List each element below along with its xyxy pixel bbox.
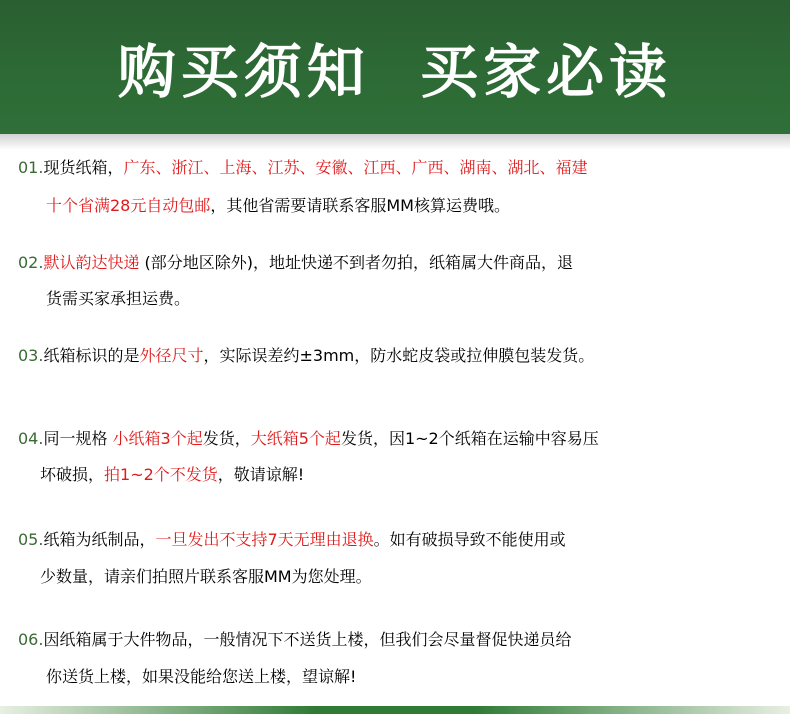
notice-number: 02.	[18, 253, 44, 272]
notice-text: 因纸箱属于大件物品，一般情况下不送货上楼，但我们会尽量督促快递员给	[43, 630, 572, 649]
notice-05-line2	[40, 564, 372, 587]
notice-number: 03.	[18, 346, 44, 365]
notice-01-line2	[46, 193, 510, 216]
notice-text: 现货纸箱，	[43, 158, 124, 177]
notice-highlight: 外径尺寸	[139, 346, 204, 365]
notice-highlight: 默认韵达快递	[43, 253, 140, 272]
notice-text: 货需买家承担运费。	[46, 289, 191, 308]
notice-05-line1	[18, 527, 566, 550]
notice-04-line2	[40, 462, 304, 485]
notice-highlight: 广东、浙江、上海、江苏、安徽、江西、广西、湖南、湖北、福建	[123, 158, 588, 177]
notice-text: ，敬请谅解!	[217, 465, 305, 484]
banner-title: 购买须知 买家必读	[117, 38, 673, 106]
notice-highlight: 大纸箱5个起	[250, 429, 341, 448]
notice-text: ，其他省需要请联系客服MM核算运费哦。	[210, 196, 510, 215]
notice-text: 纸箱标识的是	[43, 346, 140, 365]
notice-text: 发货，	[202, 429, 251, 448]
notice-01-line1	[18, 155, 587, 178]
notice-number: 01.	[18, 158, 44, 177]
notice-text: 你送货上楼，如果没能给您送上楼，望谅解!	[46, 667, 357, 686]
notice-text: 纸箱为纸制品，	[43, 530, 156, 549]
footer-divider	[0, 706, 790, 714]
notice-highlight: 十个省满28元自动包邮	[46, 196, 211, 215]
banner-shadow	[0, 134, 790, 150]
notice-text: 。如有破损导致不能使用或	[373, 530, 566, 549]
notice-text: 同一规格	[43, 429, 113, 448]
notice-number: 06.	[18, 630, 44, 649]
notice-highlight: 拍1~2个不发货	[104, 465, 218, 484]
notice-03-line1	[18, 343, 594, 366]
notice-04-line1	[18, 426, 599, 449]
notice-02-line1	[18, 250, 573, 273]
notice-06-line2	[46, 664, 356, 687]
notice-highlight: 小纸箱3个起	[112, 429, 203, 448]
notice-text: 坏破损，	[40, 465, 105, 484]
notice-highlight: 一旦发出不支持7天无理由退换	[155, 530, 374, 549]
notice-02-line2	[46, 286, 190, 309]
notice-text: 发货，因1~2个纸箱在运输中容易压	[340, 429, 599, 448]
notice-06-line1	[18, 627, 571, 650]
notice-text: (部分地区除外)，地址快递不到者勿拍，纸箱属大件商品，退	[139, 253, 574, 272]
notice-text: 少数量，请亲们拍照片联系客服MM为您处理。	[40, 567, 372, 586]
header-banner	[0, 0, 790, 134]
notice-number: 05.	[18, 530, 44, 549]
notice-number: 04.	[18, 429, 44, 448]
notice-text: ，实际误差约±3mm，防水蛇皮袋或拉伸膜包装发货。	[203, 346, 595, 365]
